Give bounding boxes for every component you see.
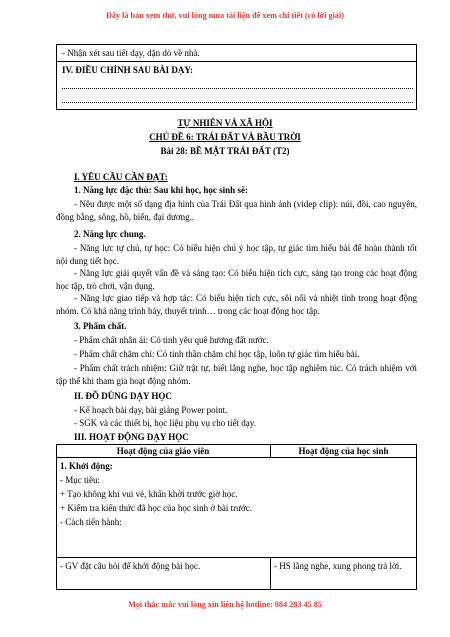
table-row-divider — [56, 557, 417, 558]
p2-item: - Năng lực giao tiếp và hợp tác: Có biểu hiện tích cực, sôi nổi và nhiệt tình trong hoạt động nhóm. Có khả năng trình bày, thuyết trình… trong các hoạt động học tập. — [56, 293, 417, 316]
dotted-line — [62, 88, 413, 89]
dotted-line — [62, 102, 413, 103]
subject-title: TỰ NHIÊN VÀ XÃ HỘI — [177, 118, 273, 128]
table-header-divider — [56, 457, 417, 458]
p3-item: - Phẩm chất nhân ái: Có tình yêu quê hương đất nước. — [74, 335, 269, 345]
material-item: - Kế hoạch bài dạy, bài giảng Power point. — [74, 405, 228, 415]
p1-text: - Nêu được một số dạng địa hình của Trái Đất qua hình ảnh (videp clip): núi, đồi, cao nguyên, đồng bằng, sông, hồ, biển, đại dương.. — [56, 199, 417, 222]
preview-banner: Đây là bản xem thử, vui lòng mua tài liệu để xem chi tiết (có lời giải) — [105, 11, 344, 20]
p3-item: - Phẩm chất chăm chỉ: Có tinh thần chăm chỉ học tập, luôn tự giác tìm hiểu bài. — [74, 349, 360, 359]
warmup-line: + Kiểm tra kiến thức đã học của học sinh ở bài trước. — [60, 503, 253, 513]
note-row — [57, 45, 416, 62]
adjustment-table — [56, 44, 417, 110]
p1-heading: 1. Năng lực đặc thù: Sau khi học, học sinh sẽ: — [74, 185, 248, 195]
section-iv-heading: IV. ĐIỀU CHỈNH SAU BÀI DẠY: — [62, 65, 194, 75]
topic-title — [0, 132, 450, 143]
material-item: - SGK và các thiết bị, học liệu phụ vụ cho tiết dạy. — [74, 418, 256, 428]
warmup-line: + Tạo không khí vui vẻ, khấn khởi trước giờ học. — [60, 489, 238, 499]
col-header-student: Hoạt động của học sinh — [298, 446, 389, 456]
p3-item: - Phẩm chất trách nhiệm: Giữ trật tự, biết lắng nghe, học tập nghiêm túc. Có trách nhiệm với tập thể khi tham gia hoạt động nhóm. — [56, 363, 417, 386]
table-column-divider — [270, 557, 271, 590]
p3-heading: 3. Phẩm chất. — [74, 321, 127, 331]
teacher-activity: - GV đặt câu hỏi để khởi động bài học. — [60, 561, 201, 571]
section-iii-heading: III. HOẠT ĐỘNG DẠY HỌC — [74, 432, 189, 442]
lesson-title: Bài 28: BỀ MẶT TRÁI ĐẤT (T2) — [160, 146, 290, 156]
note-text: - Nhận xét sau tiết dạy, dặn dò về nhà. — [62, 48, 200, 58]
p2-item: - Năng lực tự chủ, tự học: Có biểu hiện chú ý học tập, tự giác tìm hiểu bài để hoàn thành tốt nội dung tiết học. — [56, 243, 417, 266]
p2-heading: 2. Năng lực chung. — [74, 229, 146, 239]
p2-item: - Năng lực giải quyết vấn đề và sáng tạo: Có biểu hiện tích cực, sáng tạo trong các hoạt động học tập, trò chơi, vận dụng. — [56, 268, 417, 291]
hotline-banner: Mọi thắc mắc vui lòng xin liên hệ hotline: 084 283 45 85 — [128, 600, 322, 609]
warmup-line: - Cách tiến hành: — [60, 517, 122, 527]
warmup-heading: 1. Khởi động: — [60, 461, 113, 471]
student-activity: - HS lắng nghe, xung phong trả lời. — [274, 561, 402, 571]
col-header-teacher: Hoạt động của giáo viên — [116, 446, 210, 456]
section-i-heading: I. YÊU CẦU CẦN ĐẠT: — [74, 172, 168, 182]
warmup-line: - Mục tiêu: — [60, 475, 100, 485]
topic-title-text: CHỦ ĐỀ 6: TRÁI ĐẤT VÀ BẦU TRỜI — [149, 132, 301, 142]
section-ii-heading: II. ĐỒ DÙNG DẠY HỌC — [74, 391, 172, 401]
